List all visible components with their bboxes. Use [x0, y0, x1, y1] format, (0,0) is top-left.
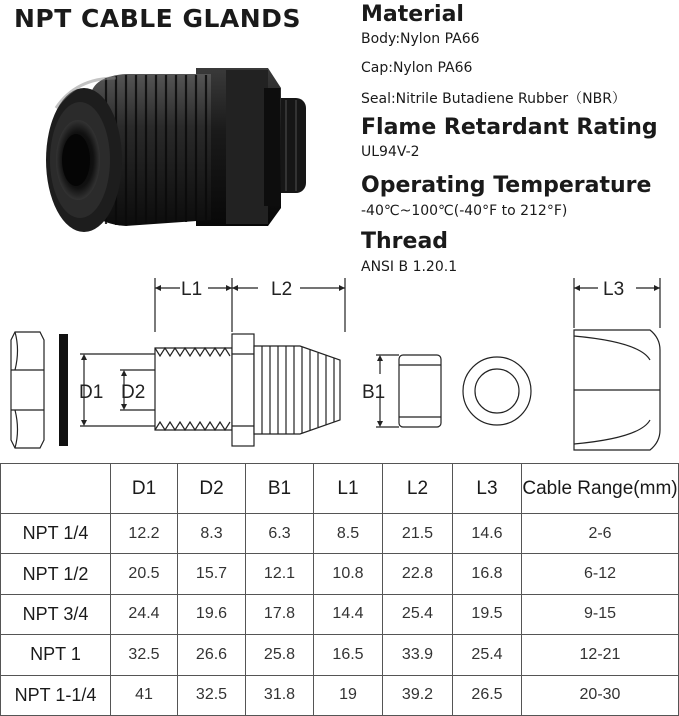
table-header-row: [1, 464, 679, 514]
table-header: L1: [314, 464, 383, 514]
table-row: [1, 635, 679, 675]
table-cell: 16.5: [314, 635, 383, 675]
label-l1: L1: [181, 279, 203, 300]
table-header: D2: [178, 464, 246, 514]
material-body: Body:Nylon PA66: [361, 31, 480, 47]
table-cell: 10.8: [314, 554, 383, 594]
table-cell: 26.6: [178, 635, 246, 675]
table-cell: 14.6: [453, 514, 522, 554]
table-cell: 19: [314, 675, 383, 715]
flame-value: UL94V-2: [361, 144, 420, 160]
table-cell: NPT 1/2: [1, 554, 111, 594]
table-header: L2: [383, 464, 453, 514]
table-cell: 41: [111, 675, 178, 715]
table-cell: 21.5: [383, 514, 453, 554]
washer-shape: [59, 334, 68, 446]
label-l3: L3: [603, 279, 625, 300]
table-cell: NPT 1: [1, 635, 111, 675]
table-cell: 14.4: [314, 594, 383, 634]
table-header: B1: [246, 464, 314, 514]
table-row: [1, 594, 679, 634]
material-heading: Material: [361, 2, 464, 27]
cable-gland-photo: [36, 48, 336, 273]
table-cell: 16.8: [453, 554, 522, 594]
temperature-value: -40℃~100℃(-40°F to 212°F): [361, 203, 568, 219]
table-cell: 31.8: [246, 675, 314, 715]
table-row: [1, 514, 679, 554]
table-cell: 25.4: [453, 635, 522, 675]
table-cell: 32.5: [178, 675, 246, 715]
label-d1: D1: [79, 382, 104, 403]
label-b1: B1: [362, 382, 386, 403]
table-cell: 32.5: [111, 635, 178, 675]
table-cell: 8.3: [178, 514, 246, 554]
dimension-drawing: [0, 270, 679, 465]
label-d2: D2: [121, 382, 146, 403]
table-cell: 19.5: [453, 594, 522, 634]
table-cell: NPT 1-1/4: [1, 675, 111, 715]
table-header: Cable Range(mm): [522, 464, 679, 514]
table-cell: 12.1: [246, 554, 314, 594]
table-cell: 33.9: [383, 635, 453, 675]
temperature-heading: Operating Temperature: [361, 173, 652, 198]
table-cell: 2-6: [522, 514, 679, 554]
table-cell: 26.5: [453, 675, 522, 715]
table-cell: NPT 1/4: [1, 514, 111, 554]
page-title: NPT CABLE GLANDS: [14, 4, 301, 33]
table-cell: 25.8: [246, 635, 314, 675]
table-cell: 6.3: [246, 514, 314, 554]
table-cell: 8.5: [314, 514, 383, 554]
table-cell: 24.4: [111, 594, 178, 634]
table-row: [1, 554, 679, 594]
table-cell: 12-21: [522, 635, 679, 675]
table-cell: 12.2: [111, 514, 178, 554]
table-cell: 39.2: [383, 675, 453, 715]
thread-heading: Thread: [361, 229, 449, 254]
material-seal: Seal:Nitrile Butadiene Rubber（NBR）: [361, 91, 626, 107]
flame-heading: Flame Retardant Rating: [361, 115, 658, 140]
material-cap: Cap:Nylon PA66: [361, 60, 473, 76]
table-cell: NPT 3/4: [1, 594, 111, 634]
table-cell: 22.8: [383, 554, 453, 594]
label-l2: L2: [271, 279, 293, 300]
table-cell: 9-15: [522, 594, 679, 634]
table-cell: 17.8: [246, 594, 314, 634]
dimension-table: [0, 463, 679, 716]
table-header: [1, 464, 111, 514]
table-header: D1: [111, 464, 178, 514]
table-cell: 19.6: [178, 594, 246, 634]
table-cell: 15.7: [178, 554, 246, 594]
table-cell: 20.5: [111, 554, 178, 594]
thread-value: ANSI B 1.20.1: [361, 259, 458, 275]
table-cell: 20-30: [522, 675, 679, 715]
table-cell: 25.4: [383, 594, 453, 634]
table-row: [1, 675, 679, 715]
table-header: L3: [453, 464, 522, 514]
table-cell: 6-12: [522, 554, 679, 594]
